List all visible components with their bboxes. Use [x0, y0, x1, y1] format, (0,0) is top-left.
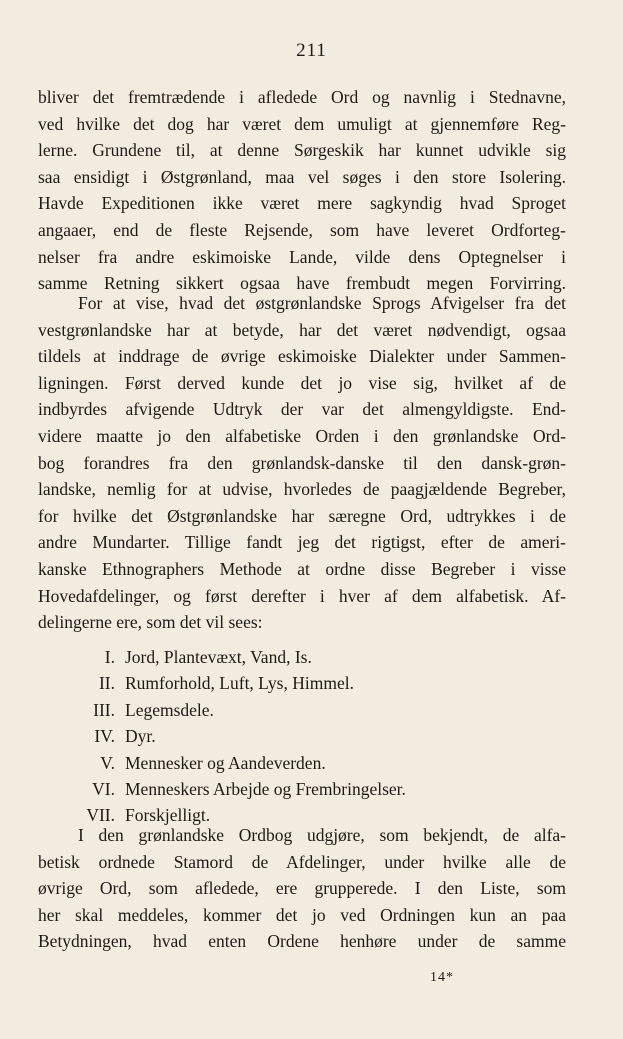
list-item-label: Jord, Plantevæxt, Vand, Is.: [125, 647, 312, 667]
list-item-number: VI.: [92, 779, 115, 800]
text-line: ved hvilke det dog har været dem umuligt at gjennemføre Reg-: [38, 113, 566, 134]
text-line: kanske Ethnographers Methode at ordne disse Begreber i visse: [38, 558, 566, 579]
page-number: 211: [296, 40, 327, 61]
text-line: lerne. Grundene til, at denne Sørgeskik har kunnet udvikle sig: [38, 140, 566, 161]
list-item-label: Mennesker og Aandeverden.: [125, 752, 326, 773]
list-item-label: Dyr.: [125, 726, 156, 747]
list-item-number: I.: [104, 647, 115, 667]
text-line: bliver det fremtrædende i afledede Ord og navnlig i Stednavne,: [38, 87, 566, 107]
text-line: for hvilke det Østgrønlandske har særegne Ord, udtrykkes i de: [38, 505, 566, 526]
text-line: For at vise, hvad det østgrønlandske Sprogs Afvigelser fra det: [78, 293, 566, 313]
text-line: delingerne ere, som det vil sees:: [38, 612, 263, 633]
text-line: angaaer, end de fleste Rejsende, som have leveret Ordforteg-: [38, 219, 566, 240]
printer-signature-mark: 14*: [430, 970, 454, 985]
text-line: Havde Expeditionen ikke været mere sagkyndig hvad Sproget: [38, 193, 566, 214]
list-item-number: V.: [100, 752, 115, 773]
list-item-number: VII.: [86, 805, 115, 826]
text-line: betisk ordnede Stamord de Afdelinger, under hvilke alle de: [38, 851, 566, 872]
list-item: [80, 723, 520, 749]
list-item: [80, 697, 520, 723]
text-line: bog forandres fra den grønlandsk-danske til den dansk-grøn-: [38, 452, 566, 473]
text-line: andre Mundarter. Tillige fandt jeg det rigtigst, efter de ameri-: [38, 532, 566, 553]
list-item-number: IV.: [94, 726, 115, 747]
list-item-label: Menneskers Arbejde og Frembringelser.: [125, 779, 406, 800]
text-line: øvrige Ord, som afledede, ere grupperede. I den Liste, som: [38, 878, 566, 899]
list-item: [80, 670, 520, 696]
list-item-label: Rumforhold, Luft, Lys, Himmel.: [125, 673, 354, 694]
text-line: Betydningen, hvad enten Ordene henhøre under de samme: [38, 931, 566, 952]
list-item: [80, 750, 520, 776]
text-line: landske, nemlig for at udvise, hvorledes de paagjældende Begreber,: [38, 479, 566, 500]
paragraph-1: [38, 84, 566, 297]
text-line: vestgrønlandske har at betyde, har det været nødvendigt, ogsaa: [38, 319, 566, 340]
list-item: [80, 776, 520, 802]
paragraph-3: [38, 822, 566, 955]
list-item-label: Forskjelligt.: [125, 805, 211, 826]
list-item-number: III.: [93, 699, 115, 720]
text-line: I den grønlandske Ordbog udgjøre, som bekjendt, de alfa-: [78, 825, 566, 845]
paragraph-2: [38, 290, 566, 636]
text-line: samme Retning sikkert ogsaa have frembudt megen Forvirring.: [38, 273, 566, 294]
list-item: [80, 644, 520, 670]
text-line: saa ensidigt i Østgrønland, maa vel søges i den store Isolering.: [38, 166, 566, 187]
list-item-number: II.: [98, 673, 115, 694]
list-item-label: Legemsdele.: [125, 699, 214, 720]
text-line: indbyrdes afvigende Udtryk der var det almengyldigste. End-: [38, 399, 566, 420]
text-line: ligningen. Først derved kunde det jo vise sig, hvilket af de: [38, 372, 566, 393]
text-line: videre maatte jo den alfabetiske Orden i den grønlandske Ord-: [38, 425, 566, 446]
text-line: nelser fra andre eskimoiske Lande, vilde dens Optegnelser i: [38, 246, 566, 267]
text-line: her skal meddeles, kommer det jo ved Ordningen kun an paa: [38, 904, 566, 925]
text-line: Hovedafdelinger, og først derefter i hver af dem alfabetisk. Af-: [38, 585, 566, 606]
category-list: [80, 644, 520, 829]
text-line: tildels at inddrage de øvrige eskimoiske Dialekter under Sammen-: [38, 346, 566, 367]
